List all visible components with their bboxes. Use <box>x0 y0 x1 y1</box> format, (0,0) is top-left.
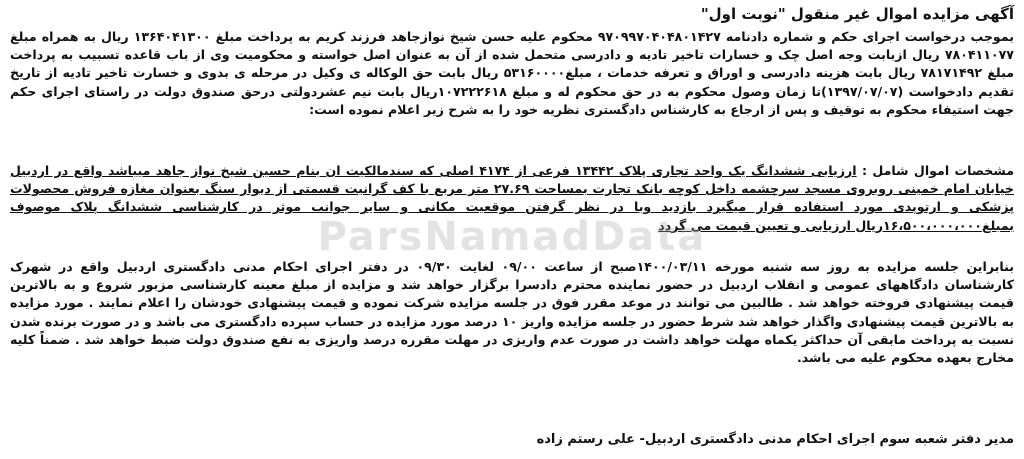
property-description: ارزیابی ششدانگ یک واحد تجاری پلاک ۱۳۴۴۲ فرعی از ۴۱۷۴ اصلی که سندمالکیت ان بنام حسین شیخ نواز جاهد میباشد واقع در اردبیل خیابان امام خمینی روبروی مسجد سرچشمه داخل کوچه بانک تجارت بمساحت ۲۷.۶۹ متر مربع با کف گرانیت قسمتی از دیوار سنگ بعنوان مغازه فروش محصولات پزشکی و ارتوپدی مورد استفاده قرار میگیرد بازدید وبا در نظر گرفتن موقعیت مکانی و سایر جوانب موثر در کارشناسی ششدانگ پلاک موصوف بمبلغ۱۶،۵۰۰،۰۰۰،۰۰۰ریال ارزیابی و تعیین قیمت می گردد <box>10 163 1014 233</box>
notice-paragraph-property <box>10 162 1014 235</box>
notice-signature: مدیر دفتر شعبه سوم اجرای احکام مدنی دادگستری اردبیل- علی رستم زاده <box>536 432 1014 447</box>
notice-paragraph-auction: بنابراین جلسه مزایده به روز سه شنبه مورخه ۱۴۰۰/۰۳/۱۱صبح از ساعت ۰۹/۰۰ لغایت ۰۹/۳۰ در دفتر اجرای احکام مدنی دادگستری اردبیل واقع در شهرک کارشناسان دادگاههای عمومی و انقلاب اردبیل در حضور نماینده محترم دادسرا برگزار خواهد شد و مزایده از مبلغ معینه کارشناسی مزبور شروع و به بالاترین قیمت پیشنهادی فروخته خواهد شد . طالبین می توانند در موعد مقرر فوق در جلسه مزایده شرکت نموده و قیمت پیشنهادی خودشان را اعلام نمایند . مورد مزایده به بالاترین قیمت پیشنهادی واگذار خواهد شد شرط حضور در جلسه مزایده واریز ۱۰ درصد مورد مزایده در حساب سپرده دادگستری می باشد و در صورت برنده شدن نسبت به پرداخت مابقی آن حداکثر یکماه مهلت خواهد داشت در صورت عدم واریزی در مهلت مقرره درصد واریزی به نفع صندوق دولت ضبط خواهد شد . ضمناً کلیه مخارج بعهده محکوم علیه می باشد. <box>10 259 1014 366</box>
property-lead-label: مشخصات اموال شامل : <box>856 163 1014 178</box>
notice-paragraph-request: بموجب درخواست اجرای حکم و شماره دادنامه ۹۷۰۹۹۷۰۴۰۴۸۰۱۴۲۷ محکوم علیه حسن شیخ نوازجاهد فرزند کریم به پرداخت مبلغ ۱۳۶۴۰۴۱۳۰۰ ریال به همراه مبلغ ۷۸۰۴۱۱۰۷۷ ریال ازبابت وجه اصل چک و خسارات تاخیر تادیه و دادرسی متحمل شده از آن به عنوان اصل خواسته و محکومیت وی از باب قاعده تسبیب به پرداخت مبلغ ۷۸۱۷۱۴۹۲ ریال بابت هزینه دادرسی و اوراق و تعرفه خدمات ، مبلغ۵۳۱۶۰۰۰۰ ریال بابت حق الوکاله ی وکیل در مرحله ی بدوی و خسارت تاخیر تادیه از تاریخ تقدیم دادخواست (۱۳۹۷/۰۷/۰۷)تا زمان وصول محکوم به در حق محکوم له و مبلغ ۱۰۷۲۲۲۶۱۸ریال بابت نیم عشردولتی درحق صندوق دولت در راستای اجرای حکم جهت استیفاء محکوم به توقیف و پس از ارجاع به کارشناس دادگستری نظریه خود را به شرح زیر اعلام نموده است: <box>10 29 1015 117</box>
notice-title: آگهی مزایده اموال غیر منقول "نوبت اول" <box>700 5 1014 23</box>
watermark: ParsNamadData <box>317 214 707 260</box>
